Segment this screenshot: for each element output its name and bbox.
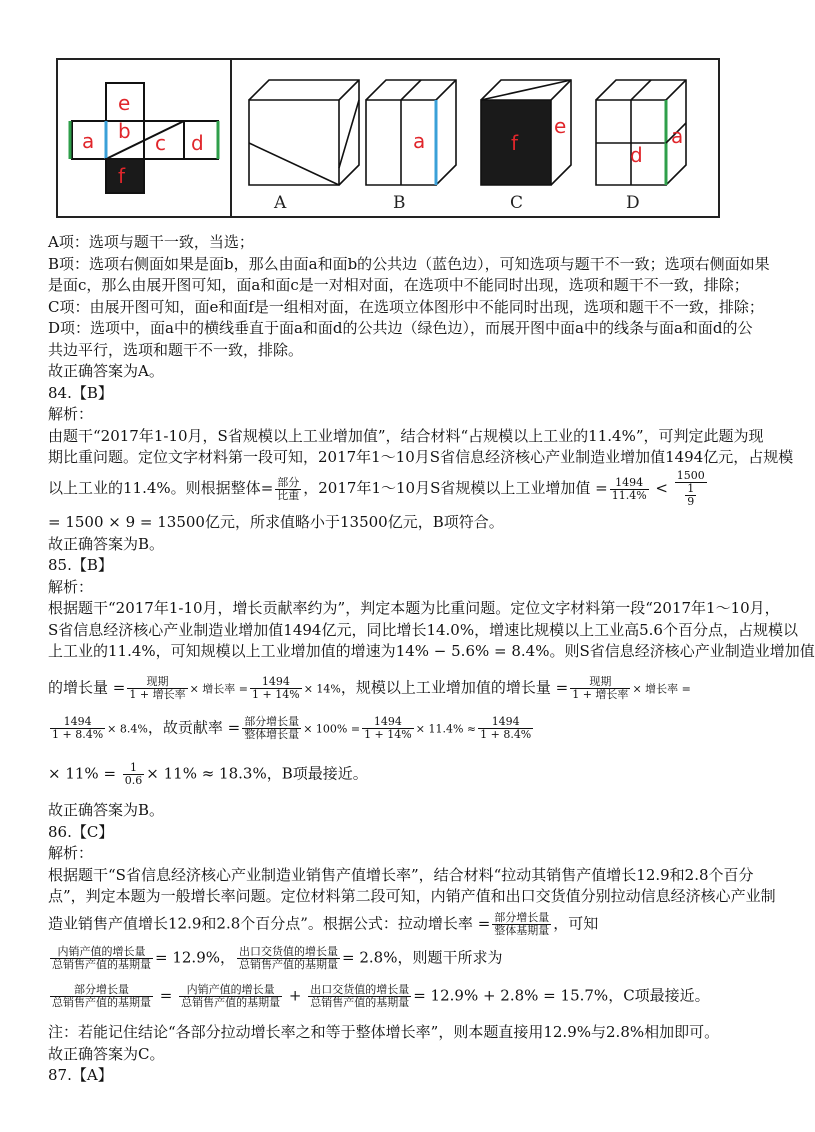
question-number: 87.【A】 — [48, 1066, 113, 1084]
analysis-heading: 解析： — [48, 577, 94, 596]
net-label-a: a — [82, 129, 95, 153]
net-label-d: d — [191, 131, 204, 155]
text-line: S省信息经济核心产业制造业增加值1494亿元，同比增长14.0%，增速比规模以上工业高5.6个百分点，占规模以 — [48, 620, 798, 639]
option-d-face-a: a — [671, 124, 684, 148]
text-line: 根据题干“S省信息经济核心产业制造业销售产值增长率”，结合材料“拉动其销售产值增长12.9和2.8个百分 — [48, 865, 754, 884]
net-label-f: f — [118, 164, 126, 188]
option-b-face-a: a — [413, 129, 426, 153]
formula-line-84: 以上工业的11.4%。则根据整体= $\frac{\text{部分}}{\text{比重}}$ ，2017年1～10月S省规模以上工业增加值 = $\frac{1494}{11.4\%}$ < $\frac{1500}{\frac{1}{9}}$ — [48, 469, 705, 508]
answer-line: 故正确答案为B。 — [48, 801, 165, 819]
explanation-86 — [48, 800, 776, 908]
question-number: 84.【B】 — [48, 383, 113, 402]
net-label-e: e — [118, 91, 131, 115]
text-line: 共边平行，选项和题干不一致，排除。 — [48, 340, 304, 359]
explanation-84-end: = 1500 × 9 = 13500亿元，所求值略小于13500亿元，B项符合。 故正确答案为B。 85.【B】 解析： 根据题干“2017年1-10月，增长贡献率约为”，判定本题为比重问题。定位文字材料第一段“2017年1～10月， S省信息经济核心产业制造业增加值1494亿元，同比增长14.0%，增速比规模以上工业高5.6个百分点，占规模以 上工业的11.4%，可知规模以上工业增加值的增速为14% − 5.6% = 8.4%。则S省信息经济核心产业制造业增加值 — [48, 512, 756, 663]
formula-line-86a: 造业销售产值增长12.9和2.8个百分点”。根据公式：拉动增长率 = $\frac{\text{部分增长量}}{\text{整体基期量}}$ ，可知 — [48, 911, 599, 937]
option-d-face-d: d — [630, 143, 643, 167]
option-c-face-e: e — [554, 114, 567, 138]
question-number: 86.【C】 — [48, 822, 114, 841]
analysis-heading: 解析： — [48, 405, 94, 423]
formula-line-85a: 的增长量 = $\frac{\text{现期}}{\text{1 + 增长率}}$ × 增长率 = $\frac{1494}{1 + 14\%}$ × 14%，规模以上工业增加值的增长量 = $\frac{\text{现期}}{\text{1 + 增长率}}$ × 增长率 = — [48, 675, 691, 701]
text-line: A项：选项与题干一致，当选； — [48, 233, 254, 251]
formula-line-85b: $\frac{1494}{1 + 8.4\%}$ × 8.4%，故贡献率 = $\frac{\text{部分增长量}}{\text{整体增长量}}$ × 100% = $\frac{1494}{1 + 14\%}$ × 11.4% ≈ $\frac{1494}{1 + 8.4\%}$ — [52, 715, 532, 741]
text-line: 根据题干“2017年1-10月，增长贡献率约为”，判定本题为比重问题。定位文字材料第一段“2017年1～10月， — [48, 599, 780, 617]
explanation-86-end — [48, 1022, 756, 1087]
analysis-heading: 解析： — [48, 844, 94, 862]
explanation-83 — [48, 232, 794, 469]
text-line: D项：选项中，面a中的横线垂直于面a和面d的公共边（绿色边），而展开图中面a中的线条与面a和面d的公 — [48, 319, 753, 337]
option-letter-b: B — [393, 193, 406, 213]
text-line: 点”，判定本题为一般增长率问题。定位材料第二段可知，内销产值和出口交货值分别拉动信息经济核心产业制 — [48, 887, 776, 905]
formula-line-86b: $\frac{\text{内销产值的增长量}}{\text{总销售产值的基期量}}$ = 12.9%， $\frac{\text{出口交货值的增长量}}{\text{总销售产值的基期量}}$ = 2.8%，则题干所求为 — [52, 945, 503, 971]
option-letter-c: C — [510, 193, 524, 213]
text-line: 上工业的11.4%，可知规模以上工业增加值的增速为14% − 5.6% = 8.4%。则S省信息经济核心产业制造业增加值 — [48, 642, 815, 660]
answer-line: 故正确答案为C。 — [48, 1044, 165, 1063]
text-line: B项：选项右侧面如果是面b，那么由面a和面b的公共边（蓝色边），可知选项与题干不一致；选项右侧面如果 — [48, 254, 770, 273]
text-line: 期比重问题。定位文字材料第一段可知，2017年1～10月S省信息经济核心产业制造业增加值1494亿元，占规模 — [48, 448, 794, 466]
text-line: C项：由展开图可知，面e和面f是一组相对面，在选项立体图形中不能同时出现，选项和题干不一致，排除； — [48, 297, 764, 316]
option-letter-d: D — [626, 193, 640, 213]
answer-line: 故正确答案为A。 — [48, 362, 164, 380]
text-line: 由题干“2017年1-10月，S省规模以上工业增加值”，结合材料“占规模以上工业的11.4%”，可判定此题为现 — [48, 426, 764, 445]
net-label-b: b — [118, 119, 131, 143]
question-number: 85.【B】 — [48, 556, 113, 574]
option-c-face-f: f — [511, 131, 519, 155]
cube-net-figure — [56, 58, 720, 218]
net-label-c: c — [155, 131, 166, 155]
answer-line: 故正确答案为B。 — [48, 534, 165, 553]
option-b-cube — [366, 80, 456, 185]
option-a-cube — [249, 80, 359, 185]
note-line: 注：若能记住结论“各部分拉动增长率之和等于整体增长率”，则本题直接用12.9%与2.8%相加即可。 — [48, 1023, 720, 1041]
formula-line-86c: $\frac{\text{部分增长量}}{\text{总销售产值的基期量}}$ = $\frac{\text{内销产值的增长量}}{\text{总销售产值的基期量}}$ + $\frac{\text{出口交货值的增长量}}{\text{总销售产值的基期量}}$ = 12.9% + 2.8% = 15.7%，C项最接近。 — [52, 983, 710, 1009]
text-line: 是面c，那么由展开图可知，面a和面c是一对相对面，在选项中不能同时出现，选项和题干不一致，排除； — [48, 276, 749, 294]
option-letter-a: A — [274, 193, 287, 213]
formula-line-85c: × 11% = $\frac{1}{0.6}$ × 11% ≈ 18.3%，B项最接近。 — [48, 761, 368, 787]
